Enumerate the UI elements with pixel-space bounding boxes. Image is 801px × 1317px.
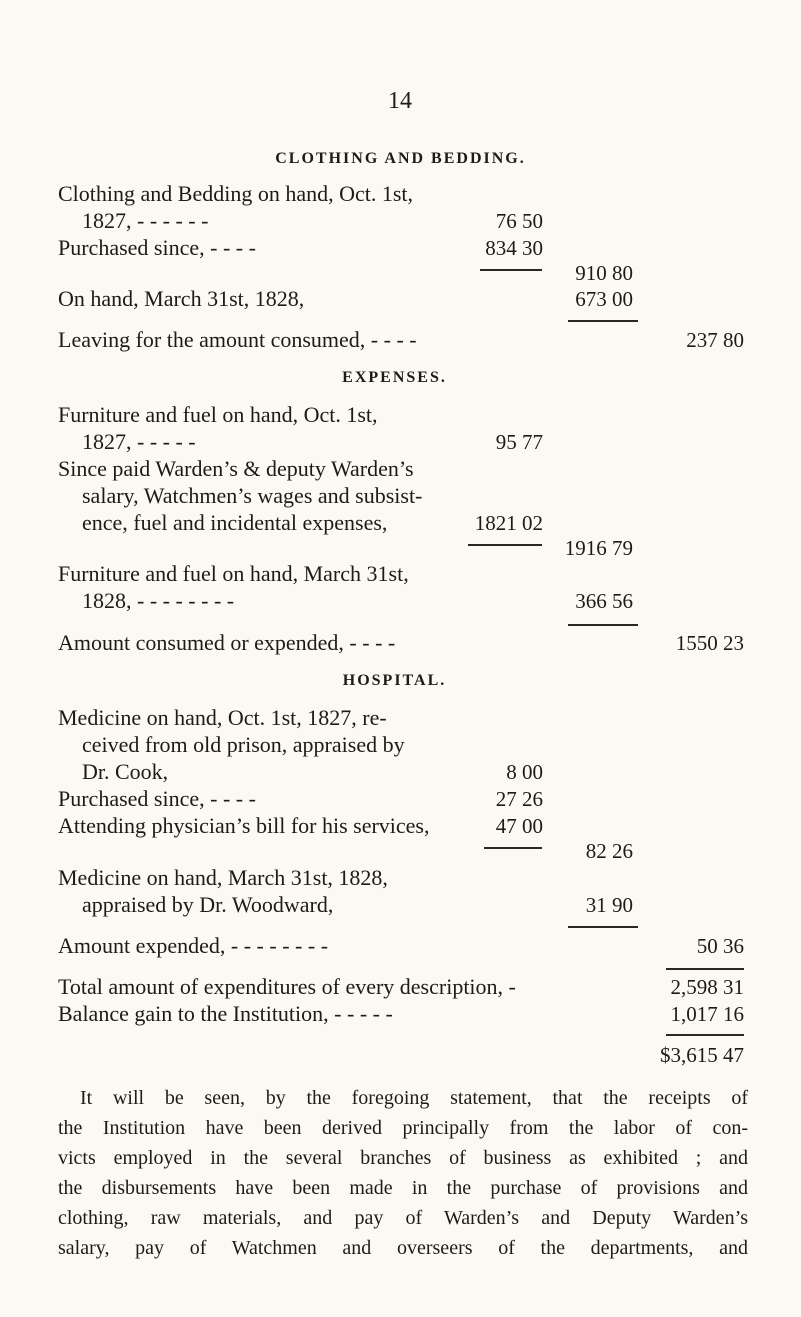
expenses-subtotal: 1916 79 (564, 536, 633, 560)
hospital-line-received: ceived from old prison, appraised by (82, 732, 405, 757)
expenses-line-1828: 1828, - - - - - - - - (82, 588, 235, 613)
summary-line-balance-gain: Balance gain to the Institution, - - - - - (58, 1001, 393, 1026)
hospital-value-march: 31 90 (585, 893, 633, 917)
hospital-rule-2 (568, 926, 638, 928)
summary-value-total-expenditures: 2,598 31 (670, 975, 744, 999)
expenses-line-fuel: ence, fuel and incidental expenses, (82, 510, 388, 535)
expenses-rule-2 (568, 624, 638, 626)
clothing-rule-2 (568, 320, 638, 322)
clothing-heading: CLOTHING AND BEDDING. (275, 150, 526, 167)
page-number: 14 (388, 88, 412, 114)
hospital-value-purchased: 27 26 (495, 787, 543, 811)
clothing-value-march: 673 00 (575, 287, 633, 311)
clothing-line-consumed: Leaving for the amount consumed, - - - - (58, 327, 417, 352)
expenses-line-march: Furniture and fuel on hand, March 31st, (58, 561, 409, 586)
expenses-total: 1550 23 (675, 631, 744, 655)
expenses-heading: EXPENSES. (342, 369, 447, 386)
expenses-line-1827: 1827, - - - - - (82, 429, 196, 454)
hospital-rule-1 (484, 847, 542, 849)
clothing-line-on-hand: Clothing and Bedding on hand, Oct. 1st, (58, 181, 414, 206)
paragraph-line: the Institution have been derived principally from the labor of con- (58, 1117, 748, 1139)
hospital-value-medicine: 8 00 (506, 760, 543, 784)
expenses-line-on-hand: Furniture and fuel on hand, Oct. 1st, (58, 402, 378, 427)
clothing-subtotal: 910 80 (575, 261, 633, 285)
summary-line-total-expenditures: Total amount of expenditures of every description, - (58, 974, 516, 999)
hospital-subtotal: 82 26 (585, 839, 633, 863)
hospital-total: 50 36 (696, 934, 744, 958)
hospital-value-physician: 47 00 (495, 814, 543, 838)
paragraph-line: It will be seen, by the foregoing statement, that the receipts of (80, 1087, 748, 1109)
summary-grand-total: $3,615 47 (660, 1043, 744, 1067)
paragraph-line: victs employed in the several branches of business as exhibited ; and (58, 1147, 748, 1169)
summary-rule-2 (666, 1034, 744, 1036)
expenses-rule-1 (468, 544, 542, 546)
paragraph-line: salary, pay of Watchmen and overseers of the departments, and (58, 1237, 748, 1259)
expenses-line-salary: salary, Watchmen’s wages and subsist- (82, 483, 423, 508)
hospital-line-medicine: Medicine on hand, Oct. 1st, 1827, re- (58, 705, 387, 730)
expenses-line-consumed: Amount consumed or expended, - - - - (58, 630, 396, 655)
paragraph-line: clothing, raw materials, and pay of Warden’s and Deputy Warden’s (58, 1207, 748, 1229)
expenses-value-on-hand: 95 77 (495, 430, 543, 454)
clothing-total: 237 80 (686, 328, 744, 352)
paragraph-line: the disbursements have been made in the purchase of provisions and (58, 1177, 748, 1199)
hospital-heading: HOSPITAL. (342, 672, 447, 689)
summary-rule-1 (666, 968, 744, 970)
clothing-line-1827: 1827, - - - - - - (82, 208, 209, 233)
body-paragraph (58, 1083, 748, 1263)
hospital-line-expended: Amount expended, - - - - - - - - (58, 933, 329, 958)
summary-value-balance-gain: 1,017 16 (670, 1002, 744, 1026)
clothing-value-on-hand: 76 50 (495, 209, 543, 233)
expenses-line-since-paid: Since paid Warden’s & deputy Warden’s (58, 456, 414, 481)
clothing-line-march: On hand, March 31st, 1828, (58, 286, 305, 311)
clothing-rule-1 (480, 269, 542, 271)
expenses-value-paid: 1821 02 (474, 511, 543, 535)
hospital-line-physician: Attending physician’s bill for his services, (58, 813, 430, 838)
hospital-line-cook: Dr. Cook, (82, 759, 169, 784)
clothing-value-purchased: 834 30 (485, 236, 543, 260)
hospital-line-woodward: appraised by Dr. Woodward, (82, 892, 334, 917)
clothing-line-purchased: Purchased since, - - - - (58, 235, 256, 260)
expenses-value-march: 366 56 (575, 589, 633, 613)
hospital-line-purchased: Purchased since, - - - - (58, 786, 256, 811)
hospital-line-march: Medicine on hand, March 31st, 1828, (58, 865, 388, 890)
